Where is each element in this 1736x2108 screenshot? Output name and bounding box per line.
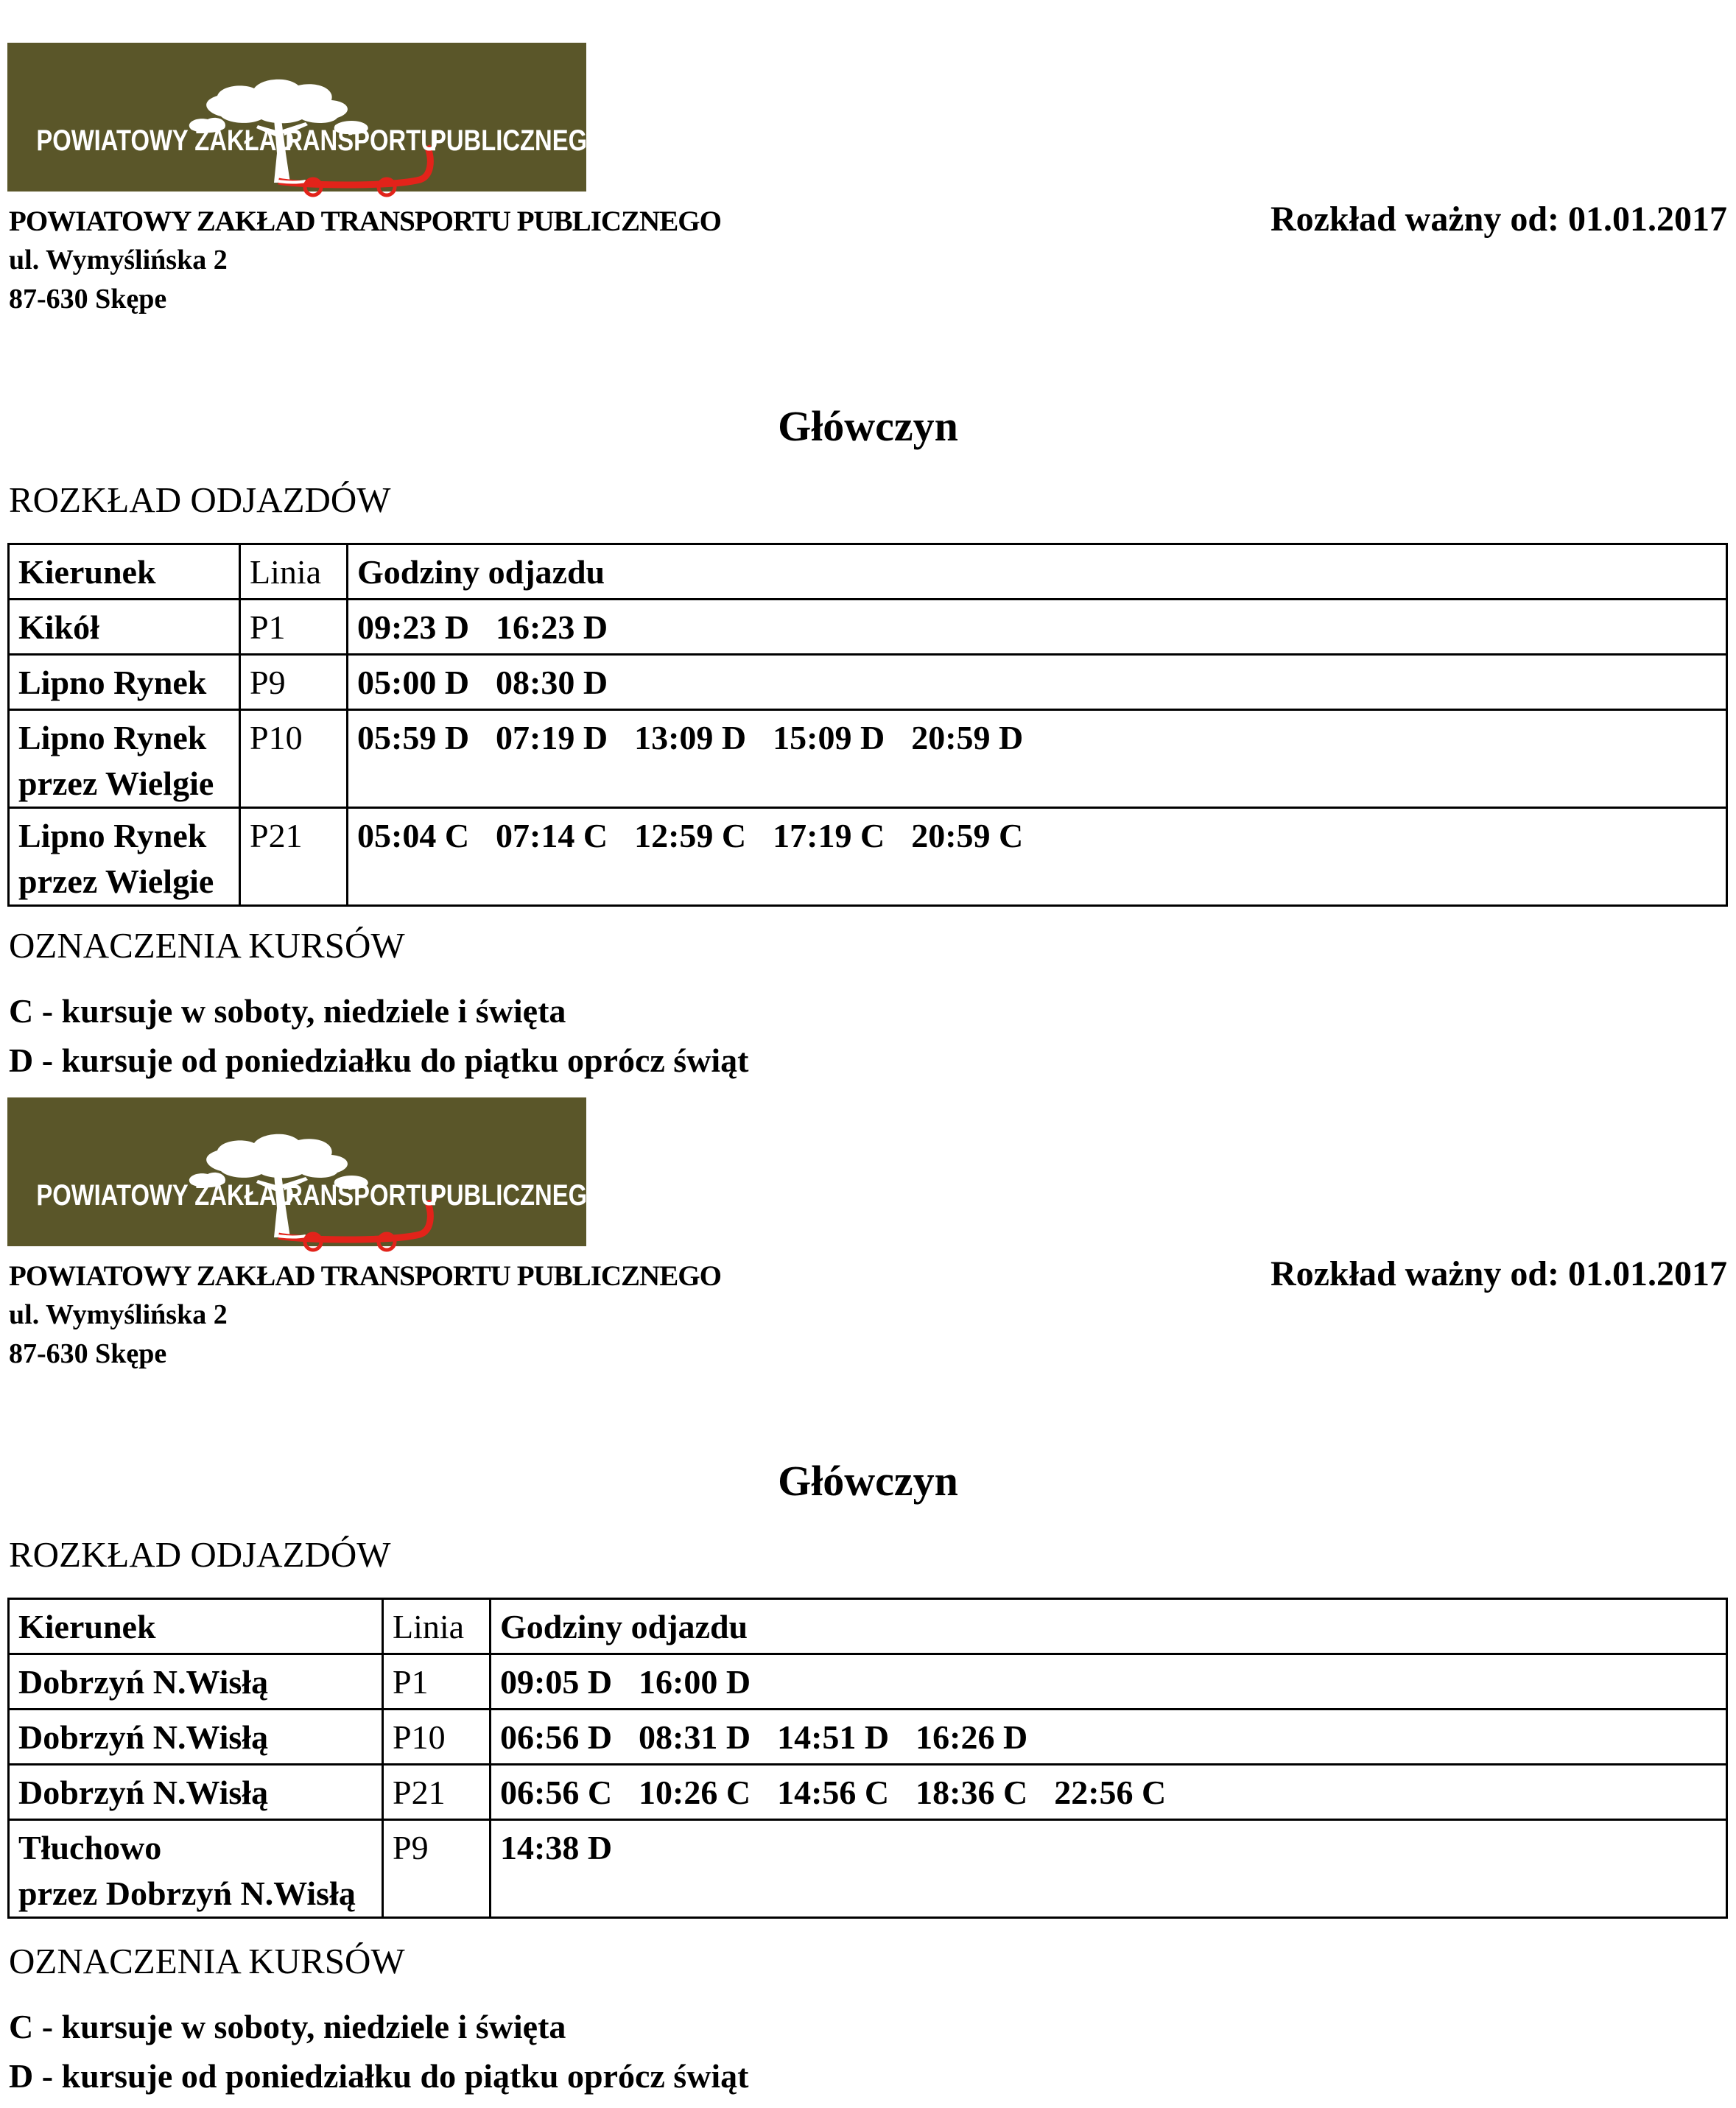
line-cell: P21 bbox=[240, 808, 348, 906]
departure-time: 09:05 D bbox=[500, 1663, 613, 1701]
line-cell: P9 bbox=[383, 1820, 491, 1918]
svg-text:POWIATOWY ZAKŁAD: POWIATOWY ZAKŁAD bbox=[36, 123, 295, 157]
legend-item-d: D - kursuje od poniedziałku do piątku oprócz świąt bbox=[9, 1041, 749, 1079]
line-cell: P21 bbox=[383, 1765, 491, 1820]
organization-city: 87-630 Skępe bbox=[9, 1338, 167, 1369]
stop-name: Główczyn bbox=[778, 402, 958, 450]
direction-cell bbox=[9, 1765, 383, 1820]
stop-name: Główczyn bbox=[778, 1457, 958, 1505]
legend-item-c: C - kursuje w soboty, niedziele i święta bbox=[9, 2008, 566, 2045]
valid-from-date: Rozkład ważny od: 01.01.2017 bbox=[1270, 200, 1727, 239]
departures-cell bbox=[348, 655, 1727, 710]
departures-cell bbox=[491, 1710, 1727, 1765]
departure-time: 12:59 C bbox=[634, 817, 747, 854]
svg-text:PUBLICZNEGO: PUBLICZNEGO bbox=[430, 1178, 606, 1212]
direction-cell bbox=[9, 1820, 383, 1918]
departure-time: 22:56 C bbox=[1054, 1774, 1167, 1811]
direction-text: przez Wielgie bbox=[18, 862, 214, 900]
departures-table bbox=[7, 543, 1728, 907]
departure-time: 07:19 D bbox=[496, 719, 608, 756]
direction-text: przez Wielgie bbox=[18, 765, 214, 802]
departure-time: 16:23 D bbox=[496, 608, 608, 646]
table-row bbox=[9, 655, 1727, 710]
departures-table bbox=[7, 1598, 1728, 1919]
organization-name: POWIATOWY ZAKŁAD TRANSPORTU PUBLICZNEGO bbox=[9, 205, 721, 237]
line-cell: P10 bbox=[383, 1710, 491, 1765]
direction-cell bbox=[9, 808, 240, 906]
svg-text:RANSPORTU: RANSPORTU bbox=[285, 1178, 438, 1212]
departure-time: 07:14 C bbox=[496, 817, 608, 854]
svg-text:PUBLICZNEGO: PUBLICZNEGO bbox=[430, 123, 606, 157]
direction-text: Lipno Rynek bbox=[18, 817, 207, 854]
departures-cell bbox=[491, 1654, 1727, 1710]
departure-time: 14:56 C bbox=[777, 1774, 890, 1811]
header-departures: Godziny odjazdu bbox=[491, 1599, 1727, 1654]
header-direction: Kierunek bbox=[9, 544, 240, 600]
departure-time: 18:36 C bbox=[916, 1774, 1028, 1811]
line-cell: P1 bbox=[383, 1654, 491, 1710]
departure-time: 05:00 D bbox=[357, 664, 470, 701]
table-header-row bbox=[9, 1599, 1727, 1654]
header-departures: Godziny odjazdu bbox=[348, 544, 1727, 600]
direction-cell bbox=[9, 1654, 383, 1710]
table-row bbox=[9, 808, 1727, 906]
departure-time: 20:59 C bbox=[911, 817, 1024, 854]
schedule-title: ROZKŁAD ODJAZDÓW bbox=[9, 1534, 391, 1575]
direction-text: przez Dobrzyń N.Wisłą bbox=[18, 1875, 356, 1912]
direction-text: Dobrzyń N.Wisłą bbox=[18, 1663, 269, 1701]
table-row bbox=[9, 1710, 1727, 1765]
organization-city: 87-630 Skępe bbox=[9, 284, 167, 315]
departures-cell bbox=[348, 710, 1727, 808]
svg-text:POWIATOWY ZAKŁAD: POWIATOWY ZAKŁAD bbox=[36, 1178, 295, 1212]
line-cell: P1 bbox=[240, 600, 348, 655]
company-logo bbox=[7, 43, 606, 192]
header-line: Linia bbox=[240, 544, 348, 600]
table-row bbox=[9, 1765, 1727, 1820]
legend-title: OZNACZENIA KURSÓW bbox=[9, 1941, 405, 1981]
tree-bus-icon bbox=[7, 43, 606, 192]
table-header-row bbox=[9, 544, 1727, 600]
direction-text: Dobrzyń N.Wisłą bbox=[18, 1718, 269, 1756]
direction-cell bbox=[9, 600, 240, 655]
departure-time: 14:38 D bbox=[500, 1829, 613, 1866]
svg-text:RANSPORTU: RANSPORTU bbox=[285, 123, 438, 157]
departure-time: 08:30 D bbox=[496, 664, 608, 701]
organization-street: ul. Wymyślińska 2 bbox=[9, 1299, 228, 1330]
line-cell: P9 bbox=[240, 655, 348, 710]
direction-cell bbox=[9, 655, 240, 710]
departure-time: 17:19 C bbox=[773, 817, 885, 854]
direction-cell bbox=[9, 1710, 383, 1765]
departure-time: 09:23 D bbox=[357, 608, 470, 646]
direction-text: Lipno Rynek bbox=[18, 664, 207, 701]
header-direction: Kierunek bbox=[9, 1599, 383, 1654]
tree-bus-icon bbox=[7, 1097, 606, 1246]
departure-time: 14:51 D bbox=[777, 1718, 890, 1756]
line-cell: P10 bbox=[240, 710, 348, 808]
valid-from-date: Rozkład ważny od: 01.01.2017 bbox=[1270, 1254, 1727, 1293]
organization-name: POWIATOWY ZAKŁAD TRANSPORTU PUBLICZNEGO bbox=[9, 1260, 721, 1292]
departure-time: 06:56 C bbox=[500, 1774, 613, 1811]
organization-street: ul. Wymyślińska 2 bbox=[9, 245, 228, 275]
departures-cell bbox=[491, 1765, 1727, 1820]
departure-time: 08:31 D bbox=[639, 1718, 751, 1756]
header-line: Linia bbox=[383, 1599, 491, 1654]
direction-text: Tłuchowo bbox=[18, 1829, 162, 1866]
direction-cell bbox=[9, 710, 240, 808]
company-logo bbox=[7, 1097, 606, 1246]
departure-time: 05:59 D bbox=[357, 719, 470, 756]
departure-time: 20:59 D bbox=[911, 719, 1024, 756]
departure-time: 16:26 D bbox=[916, 1718, 1028, 1756]
table-row bbox=[9, 710, 1727, 808]
direction-text: Dobrzyń N.Wisłą bbox=[18, 1774, 269, 1811]
departure-time: 13:09 D bbox=[634, 719, 747, 756]
schedule-title: ROZKŁAD ODJAZDÓW bbox=[9, 479, 391, 520]
departures-cell bbox=[348, 808, 1727, 906]
timetable-page bbox=[0, 1055, 1736, 2108]
departure-time: 15:09 D bbox=[773, 719, 885, 756]
departure-time: 06:56 D bbox=[500, 1718, 613, 1756]
legend-item-c: C - kursuje w soboty, niedziele i święta bbox=[9, 992, 566, 1030]
departure-time: 10:26 C bbox=[639, 1774, 751, 1811]
table-row bbox=[9, 600, 1727, 655]
legend-item-d: D - kursuje od poniedziałku do piątku oprócz świąt bbox=[9, 2057, 749, 2095]
direction-text: Lipno Rynek bbox=[18, 719, 207, 756]
departures-cell bbox=[491, 1820, 1727, 1918]
departure-time: 16:00 D bbox=[639, 1663, 751, 1701]
table-row bbox=[9, 1654, 1727, 1710]
legend-title: OZNACZENIA KURSÓW bbox=[9, 925, 405, 966]
table-row bbox=[9, 1820, 1727, 1918]
departures-cell bbox=[348, 600, 1727, 655]
direction-text: Kikół bbox=[18, 608, 99, 646]
departure-time: 05:04 C bbox=[357, 817, 470, 854]
